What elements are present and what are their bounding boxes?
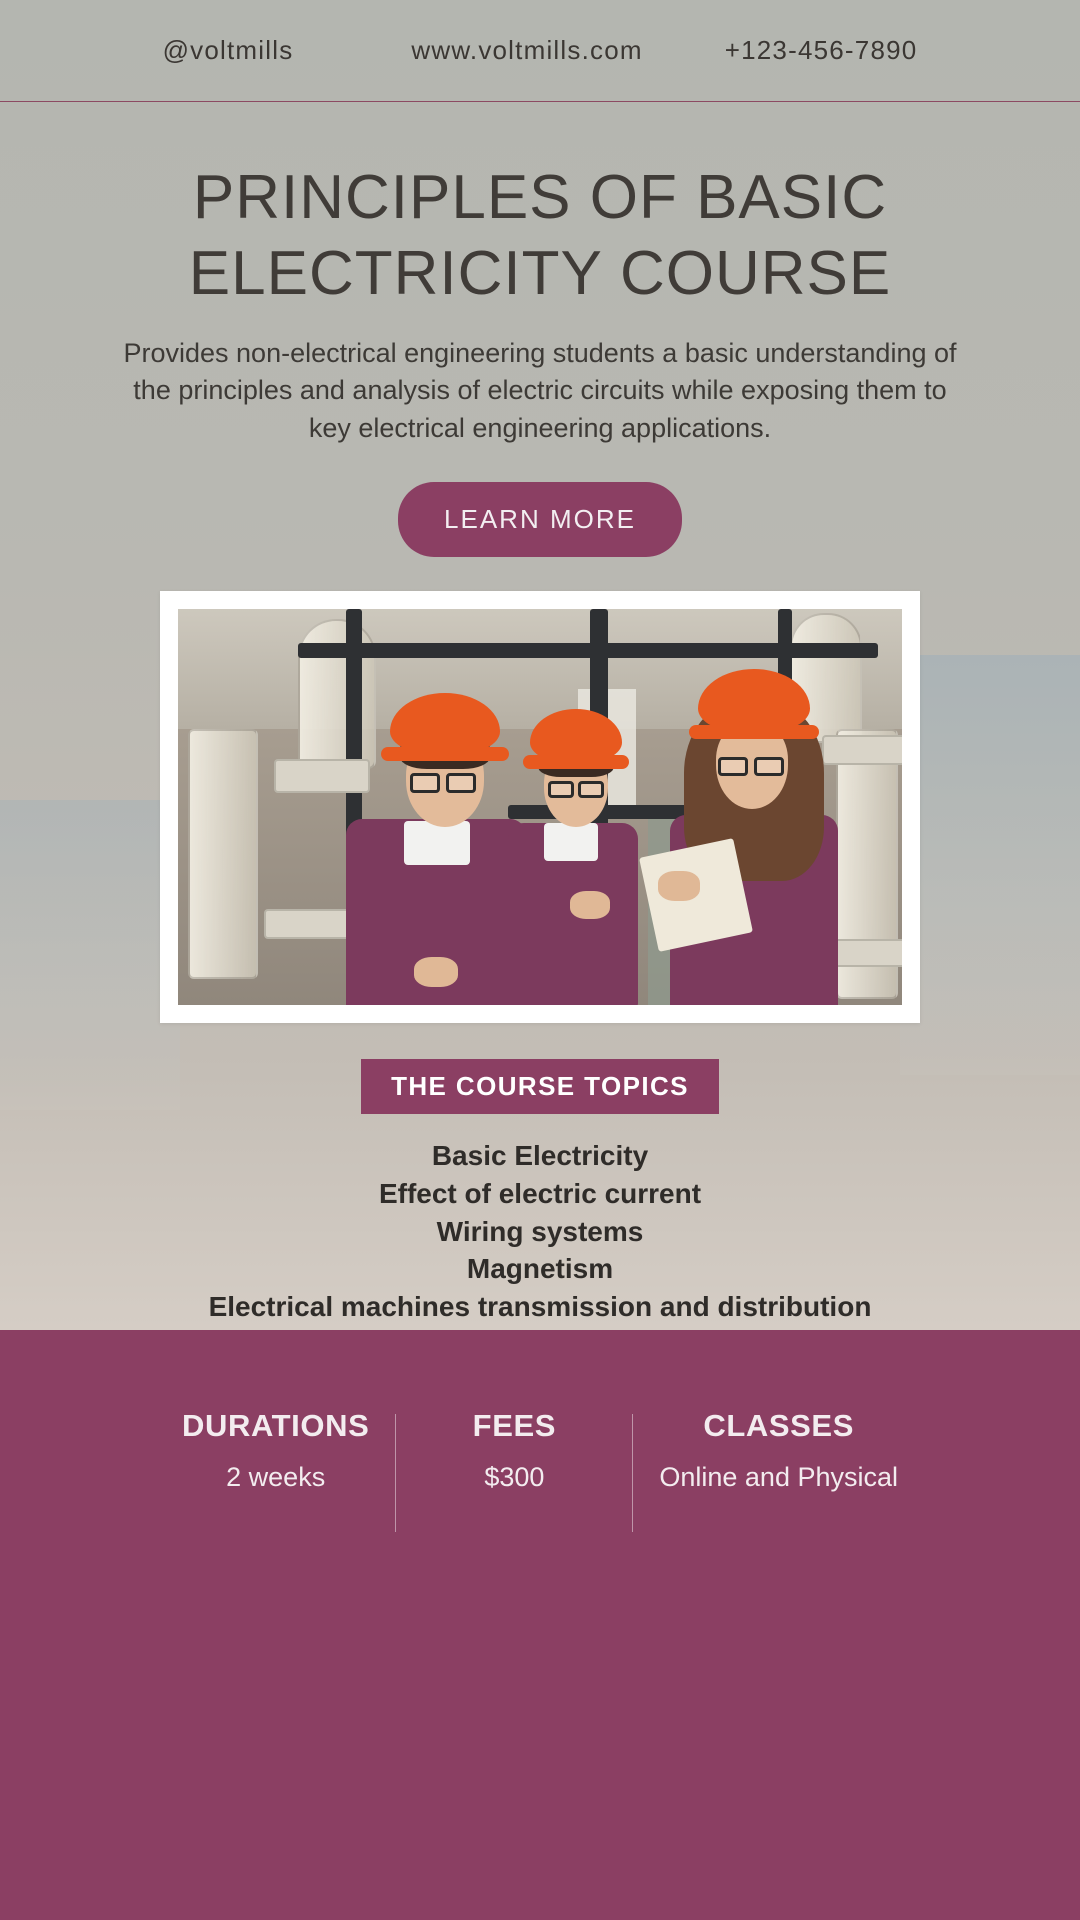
- topic-item: Basic Electricity: [431, 1139, 649, 1171]
- topics-badge: THE COURSE TOPICS: [361, 1059, 719, 1114]
- website-url[interactable]: www.voltmills.com: [411, 35, 643, 65]
- photo-hand: [570, 891, 610, 919]
- topic-item: Effect of electric current: [378, 1177, 702, 1209]
- photo-glasses: [578, 781, 604, 798]
- photo-flange: [264, 909, 350, 939]
- photo-hand: [414, 957, 458, 987]
- photo-collar: [404, 821, 470, 865]
- footer-label: FEES: [472, 1408, 557, 1443]
- photo-glasses: [754, 757, 784, 776]
- footer-label: CLASSES: [703, 1408, 854, 1443]
- footer-column-classes: [633, 1408, 924, 1495]
- footer-label: DURATIONS: [181, 1408, 370, 1443]
- photo-collar: [544, 823, 598, 861]
- phone-number: +123-456-7890: [724, 35, 918, 65]
- photo-glasses: [718, 757, 748, 776]
- photo-glasses: [548, 781, 574, 798]
- footer-column-fees: [396, 1408, 632, 1495]
- topics-section: [0, 1059, 1080, 1325]
- photo-hand: [658, 871, 700, 901]
- footer-value: $300: [484, 1462, 545, 1492]
- footer-bar: [0, 1330, 1080, 1920]
- page-title: PRINCIPLES OF BASIC ELECTRICITY COURSE: [188, 163, 892, 309]
- cta-container: [0, 482, 1080, 557]
- students-lab-photo: [178, 609, 902, 1005]
- photo-flange: [828, 939, 902, 967]
- hero-description: Provides non-electrical engineering students a basic understanding of the principles and analysis of electric circuits while exposing them to key electrical engineering applications.: [123, 337, 957, 444]
- photo-flange: [822, 735, 902, 765]
- footer-value: Online and Physical: [659, 1462, 898, 1492]
- footer-value: 2 weeks: [226, 1462, 326, 1492]
- topic-item: Electrical machines transmission and distribution: [208, 1291, 872, 1323]
- social-handle: @voltmills: [162, 35, 294, 65]
- topic-item: Magnetism: [466, 1253, 614, 1285]
- photo-glasses: [446, 773, 476, 793]
- photo-glasses: [410, 773, 440, 793]
- learn-more-button[interactable]: LEARN MORE: [398, 482, 682, 557]
- photo-frame: [160, 591, 920, 1023]
- footer-column-durations: [156, 1408, 395, 1495]
- contact-bar: [0, 0, 1080, 102]
- topic-item: Wiring systems: [436, 1215, 644, 1247]
- topics-list: [0, 1138, 1080, 1325]
- photo-flange: [274, 759, 370, 793]
- photo-glass-column: [188, 729, 258, 979]
- photo-glass-vessel: [298, 619, 376, 769]
- decorative-block-right: [900, 655, 1080, 1075]
- hero-section: [0, 102, 1080, 557]
- footer-columns: [0, 1408, 1080, 1920]
